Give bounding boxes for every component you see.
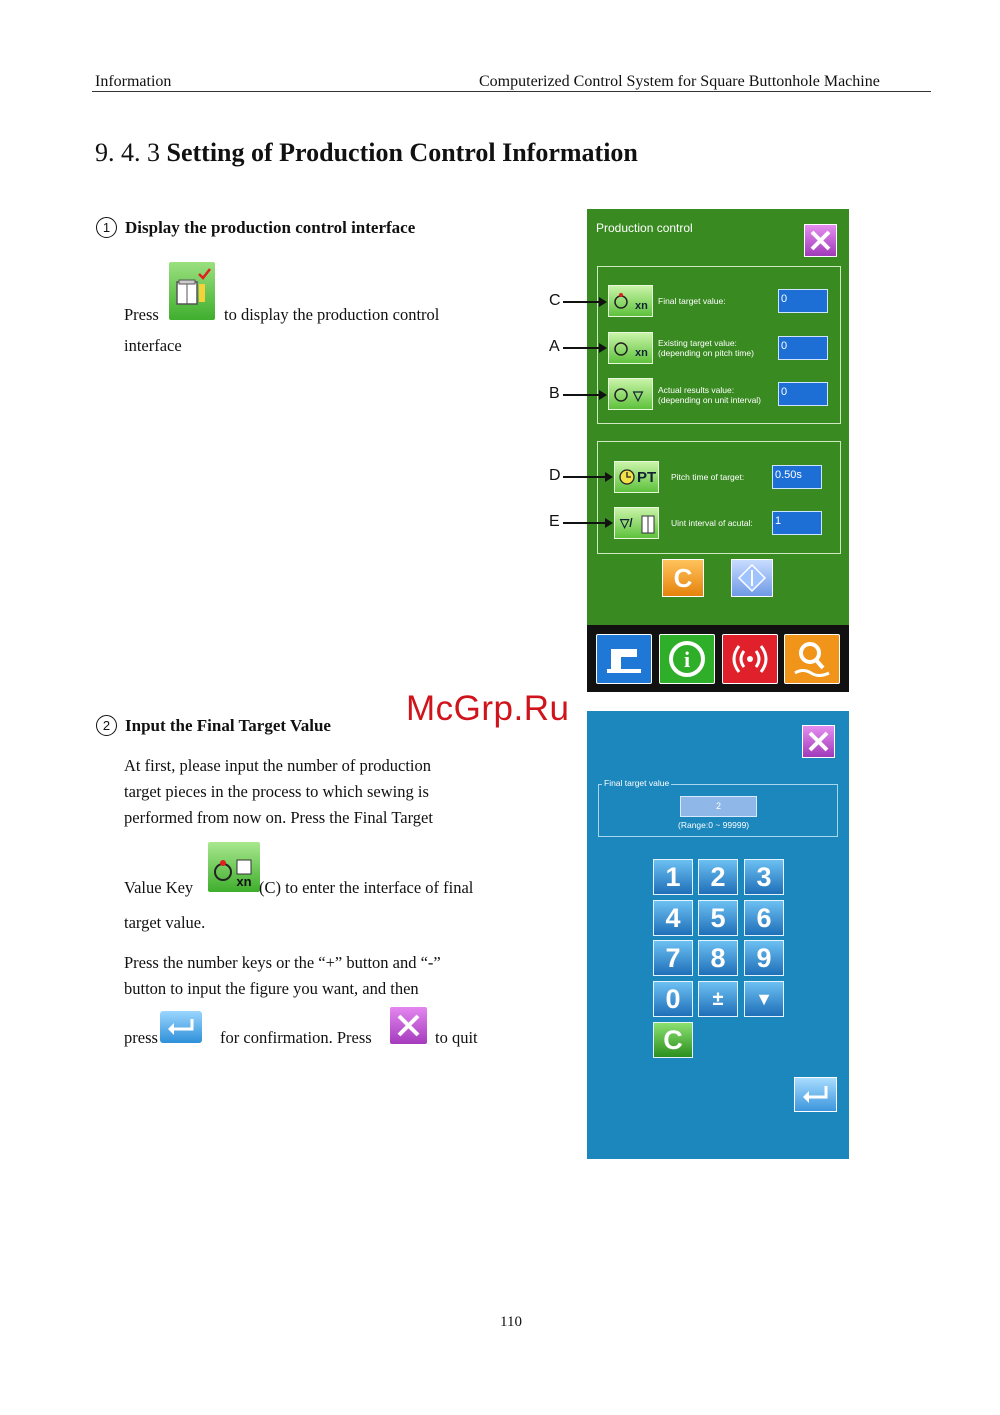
step2-para1-line1: At first, please input the number of production <box>124 756 432 775</box>
actual-results-label <box>658 385 761 405</box>
watermark: McGrp.Ru <box>406 689 570 728</box>
header-left: Information <box>95 73 172 90</box>
callout-b: B <box>549 385 560 402</box>
step1-marker: 1 <box>96 217 117 238</box>
callout-d-arrow <box>563 476 605 478</box>
close-icon <box>803 726 834 757</box>
existing-target-label <box>658 338 754 358</box>
callout-a-arrowhead <box>599 343 607 353</box>
panel1-title: Production control <box>596 221 693 235</box>
range-text: (Range:0 ~ 99999) <box>678 820 750 830</box>
clock-icon <box>618 468 636 486</box>
callout-d-arrowhead <box>605 472 613 482</box>
step1-line2: interface <box>124 336 182 355</box>
actual-results-key[interactable] <box>608 378 653 410</box>
signal-icon <box>723 635 777 683</box>
clear-button[interactable]: C <box>662 559 704 597</box>
header-rule <box>92 91 931 92</box>
step1-press: Press <box>124 305 159 324</box>
existing-target-key[interactable] <box>608 332 653 364</box>
existing-target-label-1: Existing target value: <box>658 338 737 348</box>
actual-results-key-text: ▽ <box>633 388 643 403</box>
confirm-text: for confirmation. Press <box>220 1028 372 1047</box>
cycle-icon <box>612 292 630 310</box>
section-number: 9. 4. 3 <box>95 138 160 167</box>
callout-a-arrow <box>563 347 599 349</box>
step2-para1-line3: performed from now on. Press the Final Target <box>124 808 433 827</box>
pitch-time-key-text: PT <box>637 469 657 486</box>
quit-text: to quit <box>435 1028 478 1047</box>
key-9[interactable]: 9 <box>744 940 784 976</box>
header-right: Computerized Control System for Square Buttonhole Machine <box>479 73 880 90</box>
existing-target-field[interactable]: 0 <box>778 336 828 360</box>
step2-para2 <box>124 950 441 1002</box>
section-title-text: Setting of Production Control Information <box>166 138 638 167</box>
callout-c-arrowhead <box>599 297 607 307</box>
step2-para2-line2: button to input the figure you want, and then <box>124 979 419 998</box>
svg-text:i: i <box>683 647 691 672</box>
step1-press-after: to display the production control <box>224 305 440 324</box>
callout-e: E <box>549 513 560 530</box>
step1-heading <box>96 217 415 238</box>
section-title <box>95 138 638 168</box>
panel2-close-button[interactable] <box>802 725 835 758</box>
production-control-panel <box>587 209 849 692</box>
final-target-value-field[interactable]: 2 <box>680 796 757 817</box>
step2-para1 <box>124 753 433 831</box>
final-target-group-label: Final target value <box>604 778 670 788</box>
final-target-key[interactable] <box>608 285 653 317</box>
cycle-icon <box>612 385 630 403</box>
final-target-key-icon <box>208 842 260 892</box>
cycle-icon <box>612 339 630 357</box>
key-8[interactable]: 8 <box>698 940 738 976</box>
communication-button[interactable] <box>722 634 778 684</box>
callout-e-arrow <box>563 522 605 524</box>
panel2-clear-key[interactable]: C <box>653 1022 693 1058</box>
enter-icon <box>795 1078 836 1111</box>
step2-para1-line2: target pieces in the process to which sewing is <box>124 782 429 801</box>
information-button[interactable] <box>659 634 715 684</box>
info-icon <box>660 635 714 683</box>
step2-heading-text: Input the Final Target Value <box>125 716 331 735</box>
callout-b-arrowhead <box>599 390 607 400</box>
search-button[interactable] <box>784 634 840 684</box>
press-word: press <box>124 1028 158 1047</box>
page-number: 110 <box>500 1314 522 1330</box>
down-key[interactable]: ▼ <box>744 981 784 1017</box>
key-7[interactable]: 7 <box>653 940 693 976</box>
diamond-icon <box>732 560 772 596</box>
actual-results-label-1: Actual results value: <box>658 385 735 395</box>
svg-text:xn: xn <box>236 874 252 889</box>
sewing-machine-icon <box>597 635 651 683</box>
final-target-field[interactable]: 0 <box>778 289 828 313</box>
value-key-line2: target value. <box>124 913 206 932</box>
unit-interval-label: Uint interval of acutal: <box>671 518 753 528</box>
enter-button[interactable] <box>794 1077 837 1112</box>
existing-target-key-text: xn <box>635 347 648 359</box>
existing-target-label-2: (depending on pitch time) <box>658 348 754 358</box>
callout-b-arrow <box>563 394 599 396</box>
step2-para2-line1: Press the number keys or the “+” button and “-” <box>124 953 441 972</box>
callout-a: A <box>549 338 560 355</box>
production-control-icon <box>169 262 215 320</box>
sewing-machine-button[interactable] <box>596 634 652 684</box>
callout-c: C <box>549 292 561 309</box>
key-3[interactable]: 3 <box>744 859 784 895</box>
value-key-after: (C) to enter the interface of final <box>259 878 474 897</box>
key-6[interactable]: 6 <box>744 900 784 936</box>
confirm-button[interactable] <box>731 559 773 597</box>
key-1[interactable]: 1 <box>653 859 693 895</box>
callout-e-arrowhead <box>605 518 613 528</box>
pitch-time-key[interactable] <box>614 461 659 493</box>
pitch-time-label: Pitch time of target: <box>671 472 745 482</box>
final-target-input-panel <box>587 711 849 1159</box>
plus-minus-key[interactable]: ± <box>698 981 738 1017</box>
enter-icon <box>160 1011 202 1043</box>
quit-icon <box>390 1007 427 1044</box>
value-key-text: Value Key <box>124 878 194 897</box>
step2-marker: 2 <box>96 715 117 736</box>
key-2[interactable]: 2 <box>698 859 738 895</box>
final-target-label: Final target value: <box>658 296 726 306</box>
close-icon <box>805 225 836 256</box>
step1-heading-text: Display the production control interface <box>125 218 416 237</box>
step2-heading <box>96 715 331 736</box>
bottom-toolbar <box>587 625 849 692</box>
callout-d: D <box>549 467 561 484</box>
final-target-key-text: xn <box>635 300 648 312</box>
actual-results-label-2: (depending on unit interval) <box>658 395 762 405</box>
shirt-icon <box>640 513 656 535</box>
search-icon <box>785 635 839 683</box>
key-0[interactable]: 0 <box>653 981 693 1017</box>
key-5[interactable]: 5 <box>698 900 738 936</box>
close-button[interactable] <box>804 224 837 257</box>
callout-c-arrow <box>563 301 599 303</box>
key-4[interactable]: 4 <box>653 900 693 936</box>
unit-interval-key-text: ▽/ <box>620 516 633 530</box>
actual-results-field[interactable]: 0 <box>778 382 828 406</box>
pitch-time-field[interactable]: 0.50s <box>772 465 822 489</box>
unit-interval-key[interactable] <box>614 507 659 539</box>
unit-interval-field[interactable]: 1 <box>772 511 822 535</box>
